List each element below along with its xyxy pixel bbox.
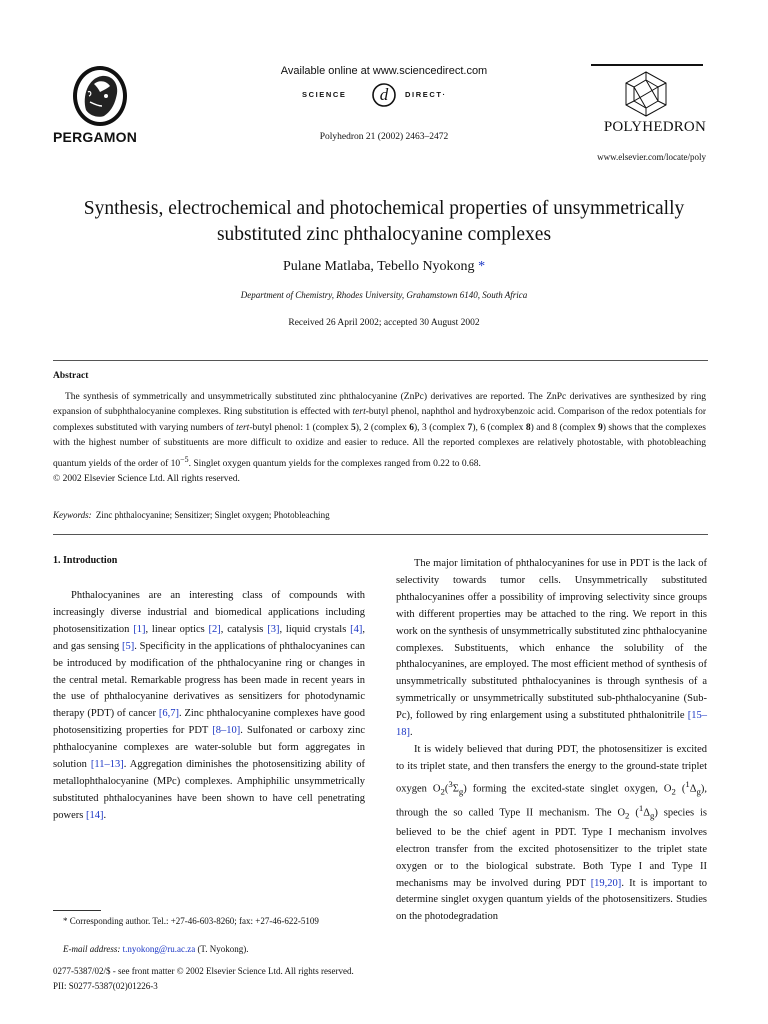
- citation-link[interactable]: [15–18]: [396, 710, 707, 739]
- available-online: Available online at www.sciencedirect.com: [280, 65, 488, 77]
- citation-link[interactable]: [19,20]: [590, 877, 622, 889]
- left-column-text: [53, 588, 365, 825]
- complex-number: 8: [525, 422, 531, 433]
- front-matter: 0277-5387/02/$ - see front matter © 2002 Elsevier Science Ltd. All rights reserved.: [53, 966, 354, 976]
- keywords-text: Zinc phthalocyanine; Sensitizer; Singlet oxygen; Photobleaching: [95, 510, 330, 520]
- paragraph: [396, 556, 707, 742]
- abstract-body: [53, 390, 706, 488]
- subscript: g: [696, 786, 701, 797]
- right-column-text: [396, 556, 707, 926]
- abstract-italic: tert: [352, 407, 366, 418]
- journal-url[interactable]: www.elsevier.com/locate/poly: [597, 152, 706, 162]
- citation-link[interactable]: [8–10]: [212, 725, 241, 737]
- subscript: 2: [671, 786, 676, 797]
- complex-number: 5: [350, 422, 356, 433]
- pii: PII: S0277-5387(02)01226-3: [53, 981, 158, 991]
- citation-link[interactable]: [4]: [350, 623, 363, 635]
- complex-number: 7: [467, 422, 473, 433]
- body-text: (: [675, 783, 686, 795]
- body-text: Phthalocyanines are an interesting class of compounds with increasingly diverse industrial and biomedical applications including photosensitization: [53, 590, 365, 635]
- citation-link[interactable]: [3]: [267, 623, 280, 635]
- citation-link[interactable]: [6,7]: [158, 708, 179, 720]
- sciencedirect-left: SCIENCE: [302, 90, 347, 99]
- body-text: . Sulfonated or carboxy zinc phthalocyanine complexes are water-soluble but form aggregates in solution: [53, 725, 365, 771]
- abstract-text: . Singlet oxygen quantum yields for the complexes ranged from 0.22 to 0.68.: [188, 458, 481, 469]
- abstract-italic: tert: [236, 422, 250, 433]
- keywords: [53, 510, 330, 520]
- abstract-text: ) and 8 (complex: [530, 422, 598, 433]
- citation-link[interactable]: [1]: [133, 623, 146, 635]
- abstract-top-rule: [53, 360, 708, 361]
- abstract-heading: Abstract: [53, 371, 89, 381]
- symbol: Δ: [689, 783, 697, 795]
- abstract-text: ), 6 (complex: [472, 422, 526, 433]
- abstract-text: ), 2 (complex: [355, 422, 410, 433]
- body-text: , catalysis: [220, 623, 268, 635]
- superscript: 3: [448, 778, 453, 789]
- paragraph: [396, 742, 707, 926]
- subscript: g: [649, 810, 655, 821]
- superscript: 1: [685, 778, 690, 789]
- authors: [0, 259, 768, 275]
- body-text: , liquid crystals: [279, 623, 351, 635]
- body-text: . Specificity in the applications of phthalocyanines can be introduced by modification of the phthalocyanine ring or changes in the central metal. Remarkable progress has been made in recent years in the use of phthalocyanine derivatives as sensitizers for photodynamic therapy (PDT) of cancer: [53, 640, 365, 720]
- symbol: Δ: [643, 807, 650, 819]
- body-text: ) species is believed to be the chief agent in PDT. Type I mechanism involves electron transfer from the excited photosensitizer to the triplet state oxygen or to the biological substrate. Both Type I and Type II mechanisms may be involved during PDT: [396, 807, 707, 889]
- symbol: Σ: [452, 783, 459, 795]
- sciencedirect-right: DIRECT·: [405, 90, 447, 99]
- polyhedron-logo-icon: [620, 70, 672, 118]
- abstract-text: -butyl phenol, naphthol and hydroxybenzoic acid. Comparison of the redox potentials for complexes substituted with varying numbers of: [53, 407, 706, 433]
- body-text: .: [103, 809, 107, 821]
- subscript: 2: [440, 786, 445, 797]
- email-name: (T. Nyokong).: [195, 944, 249, 954]
- complex-number: 6: [409, 422, 415, 433]
- subscript: 2: [625, 810, 630, 821]
- citation-link[interactable]: [14]: [85, 809, 104, 821]
- affiliation: Department of Chemistry, Rhodes University, Grahamstown 6140, South Africa: [240, 290, 528, 300]
- journal-name: POLYHEDRON: [603, 119, 706, 135]
- body-text: The major limitation of phthalocyanines for use in PDT is the lack of selectivity towards tumor cells. Unsymmetrically substituted phthalocyanines offer a possibility of improving selectivity since groups with different properties may be attached to the ring. We report in this work on the synthesis of unsymmetrically substituted zinc phthalocyanine complexes. Substituents, which enhance the solubility of the phthalocyanines, are employed. The most efficient method of synthesis of unsymmetrically substituted phthalocyanines is through synthesis of a symmetrically or unsymmetrically substituted sub-phthalocyanine (Sub-Pc), followed by ring enlargement using a substituted phthalonitrile: [396, 558, 707, 722]
- exponent: −5: [180, 454, 189, 464]
- body-text: (: [444, 783, 449, 795]
- complex-number: 9: [597, 422, 603, 433]
- received-dates: Received 26 April 2002; accepted 30 August 2002: [288, 318, 480, 328]
- abstract-text: ), 3 (complex: [414, 422, 468, 433]
- body-text: ) forming the excited-state singlet oxygen, O: [463, 783, 672, 795]
- email-label: E-mail address:: [63, 944, 121, 954]
- citation-link[interactable]: [11–13]: [90, 759, 124, 771]
- author-names: Pulane Matlaba, Tebello Nyokong: [282, 259, 475, 274]
- email-link[interactable]: t.nyokong@ru.ac.za: [122, 944, 196, 954]
- corresponding-mark[interactable]: *: [478, 259, 486, 274]
- svg-text:d: d: [379, 85, 389, 104]
- abstract-text: ) shows that the complexes with the highest number of substituents are more difficult to oxidize and easier to reduce. All the reported complexes are relatively photostable, with photobleaching quantum yields of the order of 10: [53, 422, 706, 469]
- footnote-corresponding: * Corresponding author. Tel.: +27-46-603-8260; fax: +27-46-622-5109: [63, 916, 319, 926]
- body-text: . Zinc phthalocyanine complexes have good photosensitizing properties for PDT: [53, 708, 366, 737]
- keywords-label: Keywords:: [53, 510, 92, 520]
- superscript: 1: [638, 803, 644, 814]
- body-text: , linear optics: [145, 623, 209, 635]
- abstract-text: -butyl phenol: 1 (complex: [249, 422, 351, 433]
- journal-rule: [591, 64, 703, 66]
- body-text: .: [410, 727, 413, 739]
- subscript: g: [458, 786, 464, 797]
- body-text: . It is important to determine singlet oxygen quantum yields of the photosensitizers. Studies on the photodegradation: [396, 877, 707, 923]
- article-title: Synthesis, electrochemical and photochemical properties of unsymmetrically substituted zinc phthalocyanine complexes: [83, 198, 685, 245]
- citation-link[interactable]: [5]: [121, 640, 135, 652]
- section-heading: 1. Introduction: [53, 555, 118, 566]
- body-text: It is widely believed that during PDT, the photosensitizer is excited to its triplet state, and then transfers the energy to the ground-state triplet oxygen O: [396, 743, 707, 795]
- abstract-text: The synthesis of symmetrically and unsymmetrically substituted zinc phthalocyanine (ZnPc) derivatives are reported. The ZnPc derivatives are synthesized by ring expansion of subphthalocyanine complexes. Ring substitution is effected with: [53, 392, 706, 418]
- journal-reference: Polyhedron 21 (2002) 2463–2472: [319, 132, 449, 142]
- abstract-bottom-rule: [53, 534, 708, 535]
- footnote-rule: [53, 910, 101, 911]
- body-text: (: [629, 807, 639, 819]
- publisher-name: PERGAMON: [53, 129, 138, 145]
- body-text: ), through the so called Type II mechanism. The O: [396, 783, 708, 819]
- citation-link[interactable]: [2]: [208, 623, 221, 635]
- abstract-copyright: © 2002 Elsevier Science Ltd. All rights reserved.: [53, 474, 240, 485]
- body-text: . Aggregation diminishes the photosensitizing ability of metallophthalocyanine (MPc) complexes. Amphiphilic unsymmetrically substituted phthalocyanines have been shown to have cell penetrating powers: [53, 759, 365, 821]
- body-text: , and gas sensing: [53, 623, 365, 652]
- footnote-email: [53, 944, 365, 954]
